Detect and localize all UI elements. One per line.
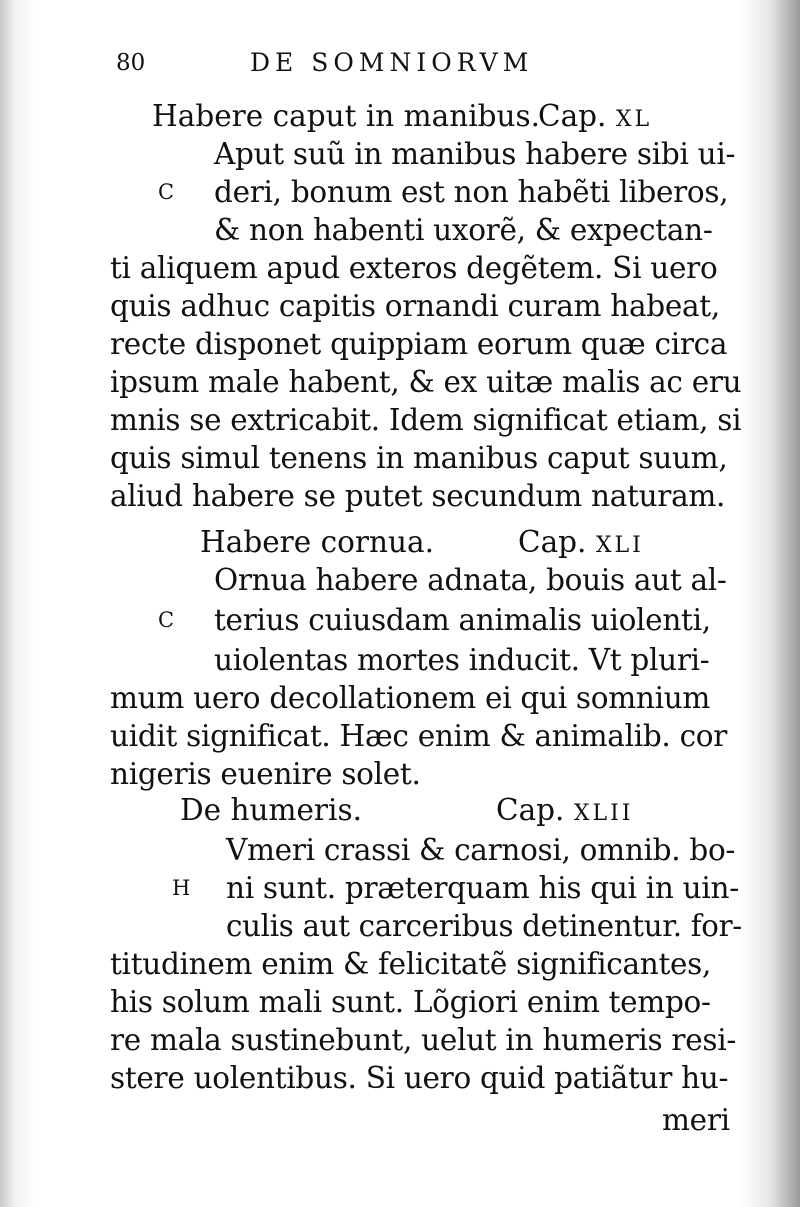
text-line: stere uolentibus. Si uero quid patiãtur hu- [110, 1061, 729, 1095]
text-line: ipsum male habent, & ex uitæ malis ac eru [110, 365, 742, 399]
text-line: & non habenti uxorẽ, & expectan- [214, 213, 713, 247]
page-number: 80 [116, 50, 146, 76]
text-line: terius cuiusdam animalis uiolenti, [214, 603, 711, 637]
text-line: uidit significat. Hæc enim & animalib. cor [110, 719, 728, 753]
text-line: mum uero decollationem ei qui somnium [110, 681, 711, 715]
chapter-number: Cap. XL [538, 99, 653, 133]
text-line: aliud habere se putet secundum naturam. [110, 479, 726, 513]
marginal-letter: H [172, 876, 191, 900]
chapter-number: Cap. XLII [496, 793, 634, 827]
running-title: DE SOMNIORVM [250, 48, 534, 77]
text-line: culis aut carceribus detinentur. for- [226, 909, 742, 943]
text-line: quis adhuc capitis ornandi curam habeat, [110, 289, 720, 323]
chapter-title: De humeris. [180, 793, 362, 827]
chapter-title: Habere caput in manibus. [152, 99, 541, 133]
chapter-number: Cap. XLI [518, 525, 644, 559]
text-line: nigeris euenire solet. [110, 757, 421, 791]
text-line: mnis se extricabit. Idem significat etiam, si [110, 403, 742, 437]
chapter-title: Habere cornua. [200, 525, 434, 559]
text-line: uiolentas mortes inducit. Vt pluri- [214, 643, 710, 677]
marginal-letter: C [158, 608, 175, 632]
text-line: recte disponet quippiam eorum quæ circa [110, 327, 728, 361]
text-line: Vmeri crassi & carnosi, omnib. bo- [226, 833, 736, 867]
running-header [110, 46, 670, 86]
text-line: Aput suũ in manibus habere sibi ui- [214, 137, 736, 171]
text-line: quis simul tenens in manibus caput suum, [110, 441, 728, 475]
text-line: re mala sustinebunt, uelut in humeris resi- [110, 1023, 737, 1057]
text-line: deri, bonum est non habẽti liberos, [214, 175, 729, 209]
catchword: meri [662, 1103, 730, 1137]
text-line: ni sunt. præterquam his qui in uin- [226, 871, 739, 905]
text-line: Ornua habere adnata, bouis aut al- [214, 563, 727, 597]
text-line: ti aliquem apud exteros degẽtem. Si uero [110, 251, 718, 285]
marginal-letter: C [158, 180, 175, 204]
text-line: titudinem enim & felicitatẽ significantes, [110, 947, 712, 981]
text-line: his solum mali sunt. Lõgiori enim tempo- [110, 985, 711, 1019]
